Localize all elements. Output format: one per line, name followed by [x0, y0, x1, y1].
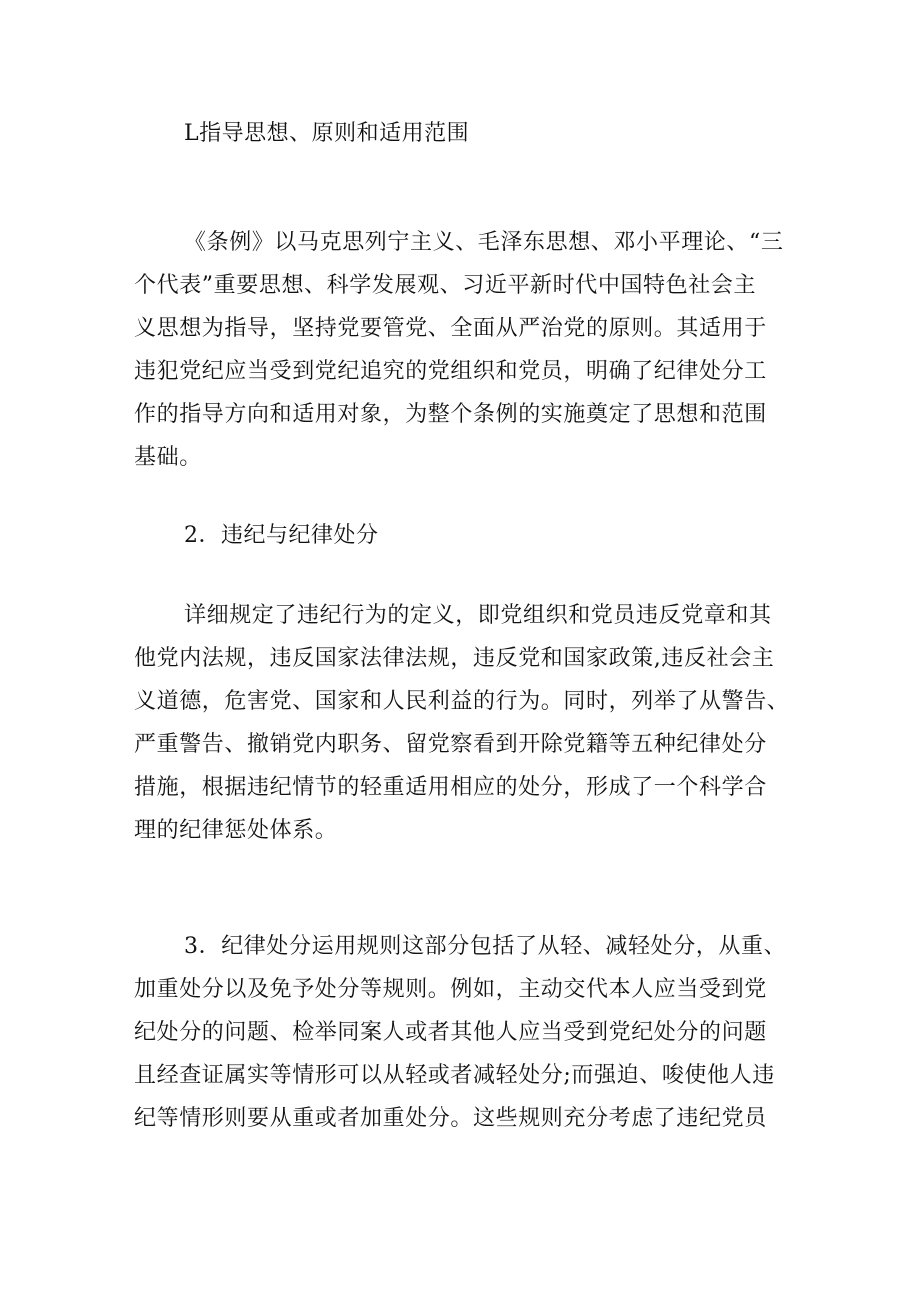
paragraph-line: 个代表”重要思想、科学发展观、习近平新时代中国特色社会主 — [134, 273, 757, 298]
section-1-heading: L指导思想、原则和适用范围 — [184, 121, 470, 146]
paragraph-line: 他党内法规，违反国家法律法规，违反党和国家政策,违反社会主 — [134, 646, 775, 671]
paragraph-line: 加重处分以及免予处分等规则。例如，主动交代本人应当受到党 — [134, 977, 767, 1002]
paragraph-line: 3．纪律处分运用规则这部分包括了从轻、减轻处分，从重、 — [184, 934, 787, 959]
paragraph-line: 作的指导方向和适用对象，为整个条例的实施奠定了思想和范围 — [134, 402, 767, 427]
paragraph-line: 纪处分的问题、检举同案人或者其他人应当受到党纪处分的问题 — [134, 1020, 767, 1045]
paragraph-line: 详细规定了违纪行为的定义，即党组织和党员违反党章和其 — [184, 603, 772, 628]
section-3-paragraph — [134, 925, 789, 1140]
paragraph-line: 且经查证属实等情形可以从轻或者减轻处分;而强迫、唆使他人违 — [134, 1063, 775, 1088]
paragraph-line: 措施，根据违纪情节的轻重适用相应的处分，形成了一个科学合 — [134, 775, 767, 800]
paragraph-line: 纪等情形则要从重或者加重处分。这些规则充分考虑了违纪党员 — [134, 1106, 767, 1131]
paragraph-line: 义道德，危害党、国家和人民利益的行为。同时，列举了从警告、 — [134, 689, 790, 714]
section-2-paragraph — [134, 594, 789, 852]
paragraph-line: 违犯党纪应当受到党纪追究的党组织和党员，明确了纪律处分工 — [134, 359, 767, 384]
paragraph-line: 严重警告、撤销党内职务、留党察看到开除党籍等五种纪律处分 — [134, 732, 767, 757]
paragraph-line: 基础。 — [134, 445, 202, 470]
paragraph-line: 《条例》以马克思列宁主义、毛泽东思想、邓小平理论、“三 — [184, 230, 784, 255]
paragraph-line: 义思想为指导，坚持党要管党、全面从严治党的原则。其适用于 — [134, 316, 767, 341]
section-2-heading: 2．违纪与纪律处分 — [184, 523, 379, 548]
section-1-paragraph — [134, 221, 789, 479]
paragraph-line: 理的纪律惩处体系。 — [134, 818, 338, 843]
